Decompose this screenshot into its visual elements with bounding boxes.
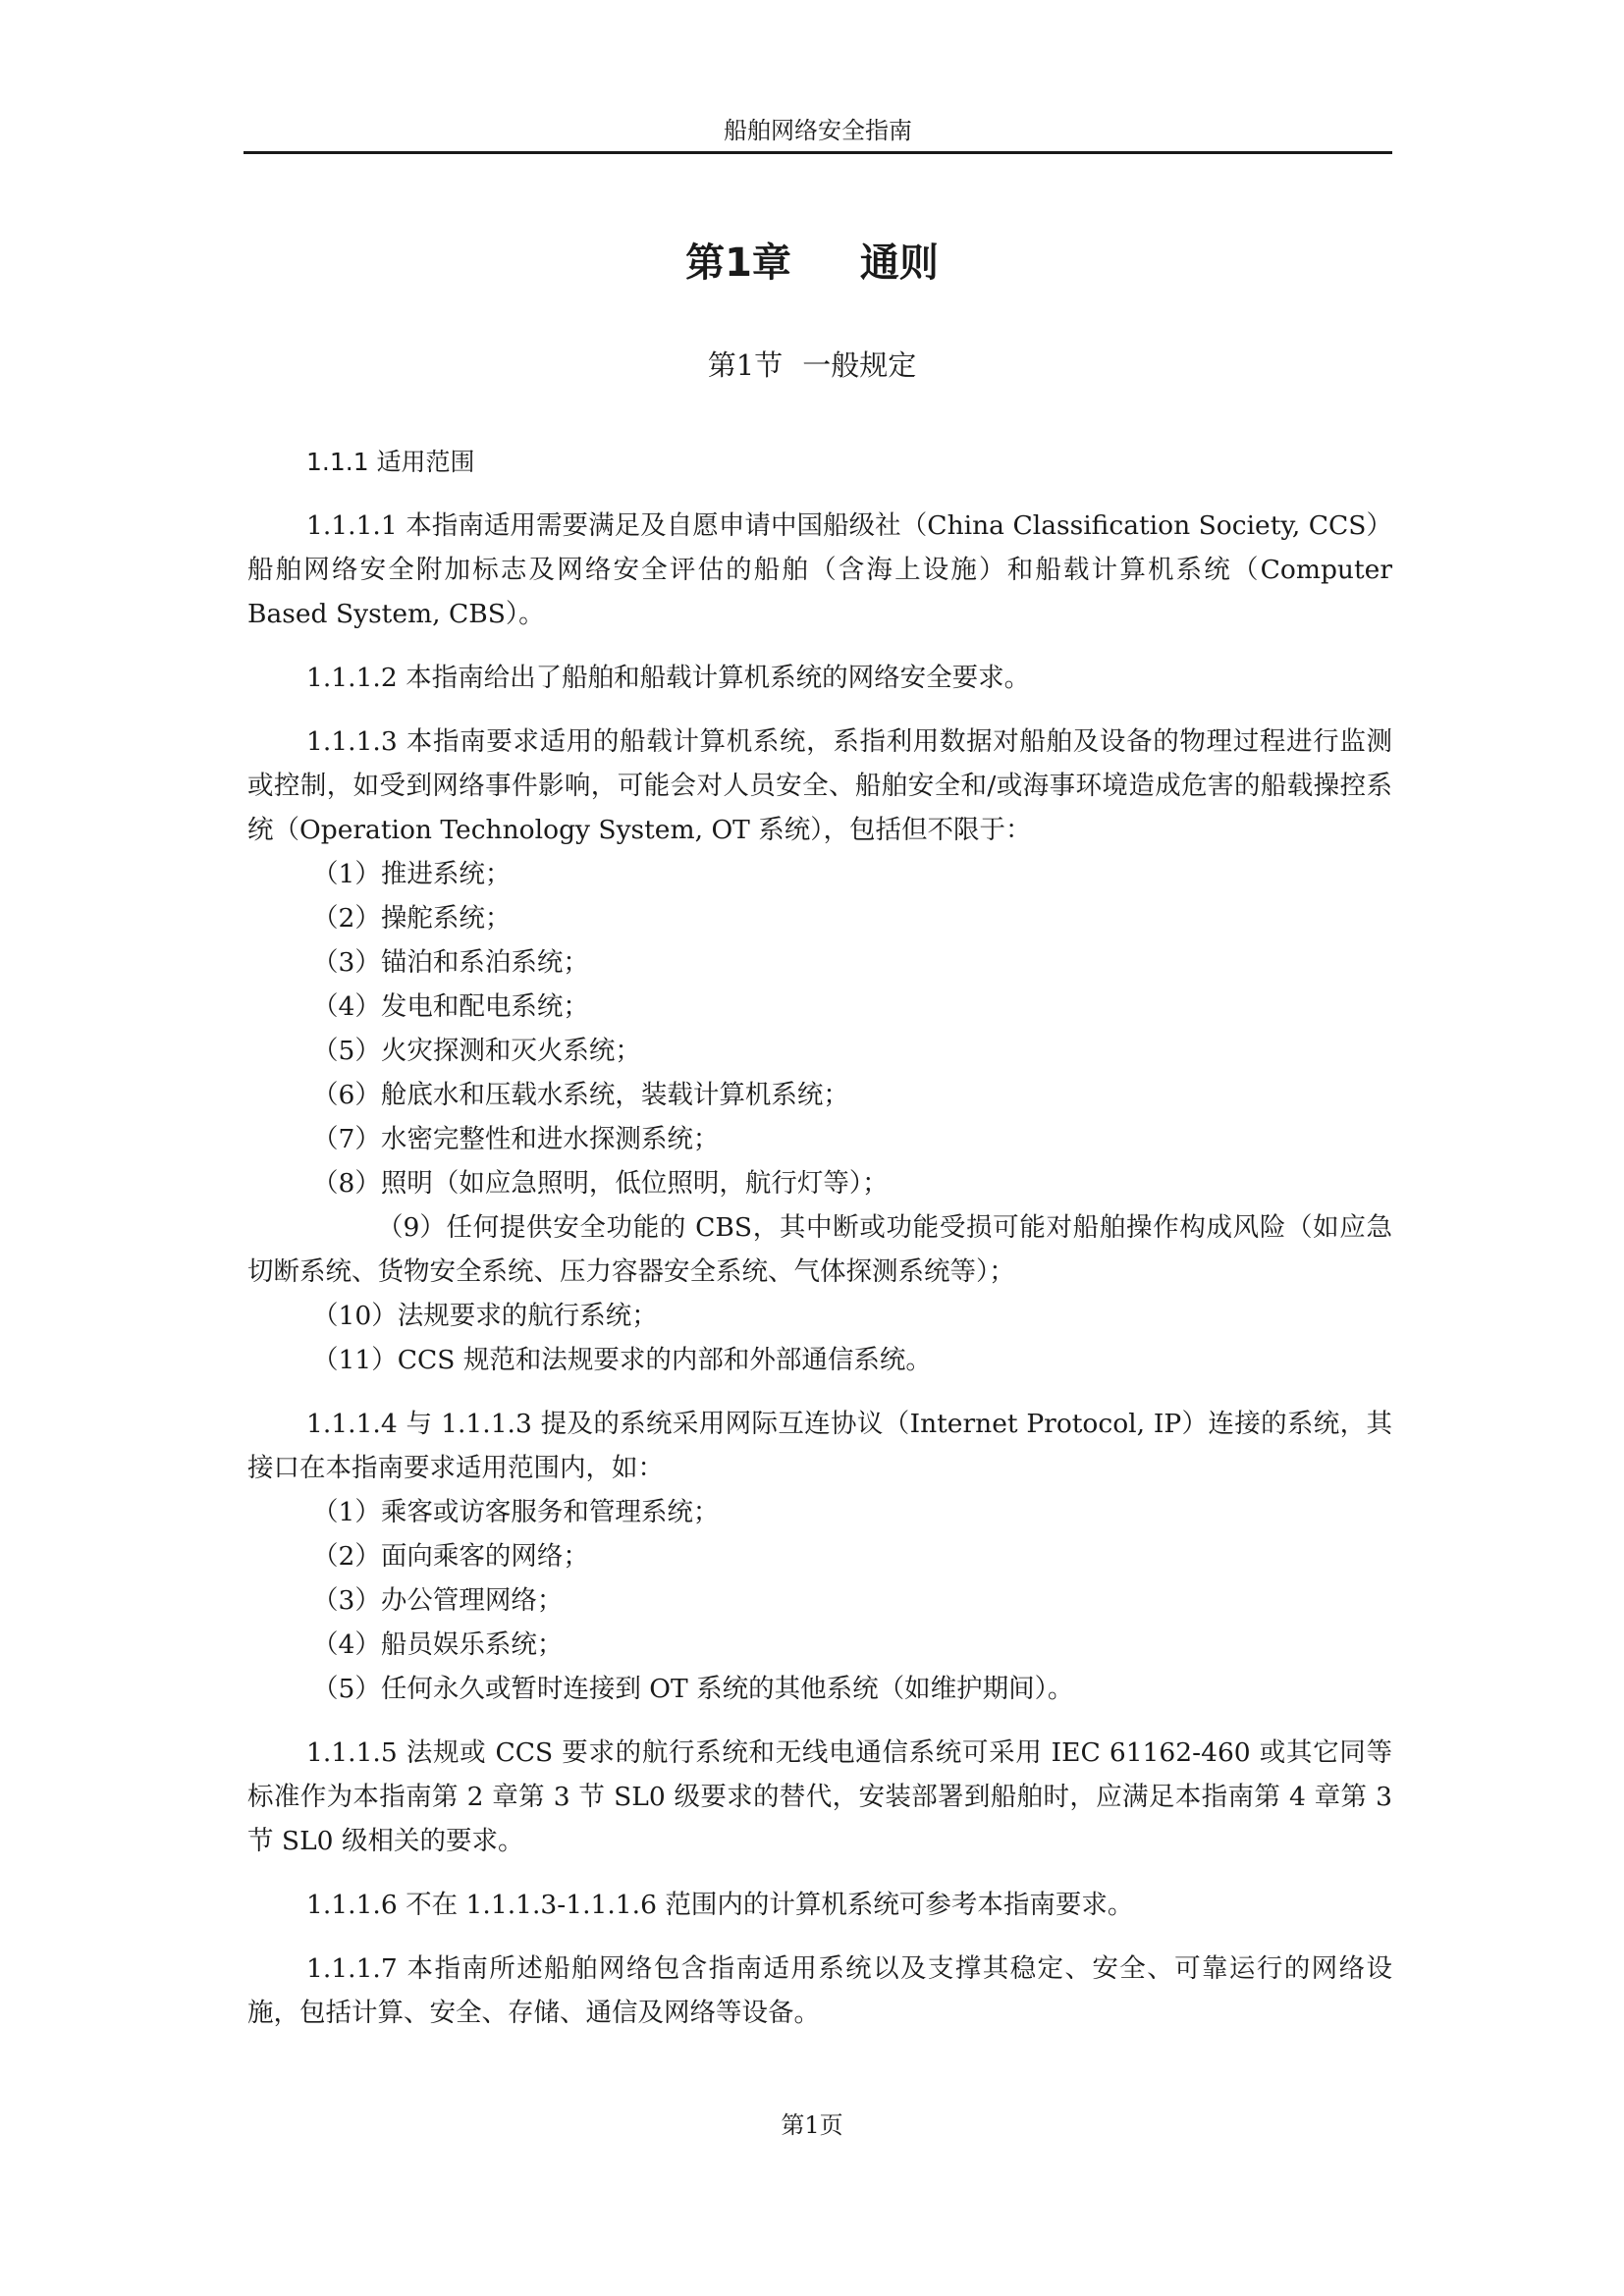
- list-item-number: （6）: [312, 1080, 381, 1110]
- list-item-number: （10）: [312, 1301, 398, 1331]
- header-rule: [244, 151, 1392, 154]
- chapter-title: [0, 236, 1624, 291]
- clause-1-1-1-3-list: [247, 852, 1392, 1382]
- list-item-text: 法规要求的航行系统；: [397, 1301, 658, 1331]
- section-title: [0, 346, 1624, 385]
- clause-1-1-1-4: 1.1.1.4 与 1.1.1.3 提及的系统采用网际互连协议（Internet Protocol, IP）连接的系统，其接口在本指南要求适用范围内，如：: [247, 1409, 1392, 1483]
- list-item-number: （9）: [377, 1212, 446, 1243]
- list-item-text: 任何永久或暂时连接到 OT 系统的其他系统（如维护期间）。: [380, 1674, 1074, 1704]
- clause-1-1-1-1: 1.1.1.1 本指南适用需要满足及自愿申请中国船级社（China Classification Society, CCS）船舶网络安全附加标志及网络安全评估的船舶（含海上设施）和船载计算机系统（Computer Based System, CBS）。: [247, 510, 1392, 629]
- list-item-text: CCS 规范和法规要求的内部和外部通信系统。: [397, 1345, 932, 1375]
- chapter-number: 第1章: [685, 240, 791, 286]
- section-number: 第1节: [707, 348, 784, 382]
- list-item: [247, 940, 1392, 985]
- list-item-text: 面向乘客的网络；: [380, 1541, 589, 1572]
- body-content: [247, 440, 1392, 2035]
- clause-1-1-1-6: 1.1.1.6 不在 1.1.1.3-1.1.1.6 范围内的计算机系统可参考本指南要求。: [306, 1890, 1134, 1920]
- list-item-number: （5）: [312, 1674, 381, 1704]
- list-item: [247, 1073, 1392, 1117]
- list-item: [247, 1161, 1392, 1205]
- list-item-text: 舱底水和压载水系统，装载计算机系统；: [380, 1080, 849, 1110]
- list-item-number: （4）: [312, 991, 381, 1022]
- clause-1-1-1-2: 1.1.1.2 本指南给出了船舶和船载计算机系统的网络安全要求。: [306, 663, 1031, 693]
- list-item: [247, 1029, 1392, 1073]
- list-item: [247, 1294, 1392, 1338]
- list-item-text: 任何提供安全功能的 CBS，其中断或功能受损可能对船舶操作构成风险（如应急切断系统、货物安全系统、压力容器安全系统、气体探测系统等）；: [247, 1212, 1392, 1287]
- clause-1-1-1-7: 1.1.1.7 本指南所述船舶网络包含指南适用系统以及支撑其稳定、安全、可靠运行的网络设施，包括计算、安全、存储、通信及网络等设备。: [247, 1953, 1392, 2028]
- list-item: [247, 852, 1392, 896]
- list-item-text: 发电和配电系统；: [380, 991, 589, 1022]
- clause-1-1-1-5: 1.1.1.5 法规或 CCS 要求的航行系统和无线电通信系统可采用 IEC 61162-460 或其它同等标准作为本指南第 2 章第 3 节 SL0 级要求的替代，安装部署到船舶时，应满足本指南第 4 章第 3 节 SL0 级相关的要求。: [247, 1737, 1392, 1856]
- list-item-number: （2）: [312, 903, 381, 934]
- list-item: [247, 1534, 1392, 1578]
- chapter-name: 通则: [859, 240, 939, 286]
- list-item-number: （1）: [312, 1497, 381, 1527]
- list-item-number: （2）: [312, 1541, 381, 1572]
- list-item-text: 操舵系统；: [380, 903, 512, 934]
- list-item-text: 照明（如应急照明，低位照明，航行灯等）；: [380, 1168, 889, 1199]
- list-item-text: 水密完整性和进水探测系统；: [380, 1124, 720, 1154]
- section-name: 一般规定: [802, 348, 917, 382]
- list-item-number: （1）: [312, 859, 381, 889]
- list-item-number: （11）: [312, 1345, 398, 1375]
- list-item-number: （4）: [312, 1629, 381, 1660]
- clause-1-1-1-3: 1.1.1.3 本指南要求适用的船载计算机系统，系指利用数据对船舶及设备的物理过程进行监测或控制，如受到网络事件影响，可能会对人员安全、船舶安全和/或海事环境造成危害的船载操控系统（Operation Technology System, OT 系统），包括但不限于：: [247, 726, 1392, 845]
- list-item-number: （8）: [312, 1168, 381, 1199]
- list-item: [247, 1205, 1392, 1294]
- clause-heading-1-1-1: 1.1.1 适用范围: [306, 448, 475, 476]
- clause-1-1-1-4-list: [247, 1490, 1392, 1711]
- running-header: 船舶网络安全指南: [724, 117, 912, 144]
- list-item-number: （5）: [312, 1036, 381, 1066]
- list-item: [247, 1578, 1392, 1623]
- list-item-text: 乘客或访客服务和管理系统；: [380, 1497, 720, 1527]
- list-item: [247, 1667, 1392, 1711]
- list-item-text: 船员娱乐系统；: [380, 1629, 564, 1660]
- page-number: 第1页: [781, 2111, 843, 2139]
- list-item-text: 办公管理网络；: [380, 1585, 564, 1616]
- list-item-number: （3）: [312, 947, 381, 978]
- list-item: [247, 1338, 1392, 1382]
- list-item: [247, 896, 1392, 940]
- list-item-text: 锚泊和系泊系统；: [380, 947, 589, 978]
- list-item-number: （7）: [312, 1124, 381, 1154]
- list-item-text: 火灾探测和灭火系统；: [380, 1036, 641, 1066]
- list-item: [247, 1117, 1392, 1161]
- list-item: [247, 1490, 1392, 1534]
- list-item: [247, 1623, 1392, 1667]
- list-item-number: （3）: [312, 1585, 381, 1616]
- list-item-text: 推进系统；: [380, 859, 512, 889]
- list-item: [247, 985, 1392, 1029]
